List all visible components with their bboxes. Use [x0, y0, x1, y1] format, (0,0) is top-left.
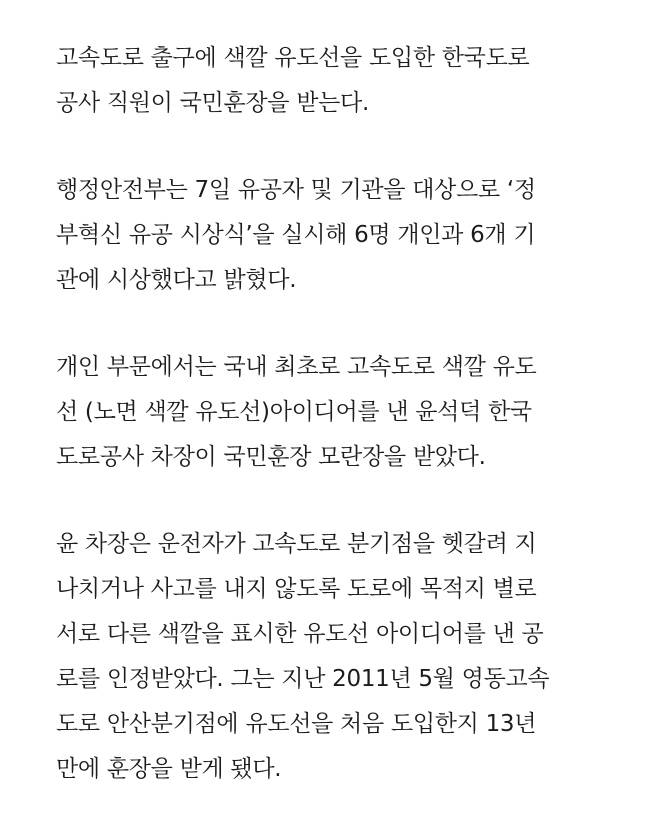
paragraph-line: 도로공사 차장이 국민훈장 모란장을 받았다. — [56, 444, 486, 470]
paragraph-4 — [56, 522, 604, 792]
paragraph-line: 행정안전부는 7일 유공자 및 기관을 대상으로 ‘정 — [56, 177, 536, 203]
paragraph-line: 나치거나 사고를 내지 않도록 도로에 목적지 별로 — [56, 576, 537, 602]
paragraph-line: 개인 부문에서는 국내 최초로 고속도로 색깔 유도 — [56, 354, 537, 380]
paragraph-3 — [56, 345, 604, 480]
paragraph-line: 관에 시상했다고 밝혔다. — [56, 267, 297, 293]
paragraph-line: 도로 안산분기점에 유도선을 처음 도입한지 13년 — [56, 711, 537, 737]
paragraph-line: 만에 훈장을 받게 됐다. — [56, 756, 282, 782]
paragraph-line: 고속도로 출구에 색깔 유도선을 도입한 한국도로 — [56, 45, 530, 71]
paragraph-line: 서로 다른 색깔을 표시한 유도선 아이디어를 낸 공 — [56, 621, 544, 647]
paragraph-line: 부혁신 유공 시상식’을 실시해 6명 개인과 6개 기 — [56, 222, 536, 248]
paragraph-line: 로를 인정받았다. 그는 지난 2011년 5월 영동고속 — [56, 666, 550, 692]
paragraph-line: 선 (노면 색깔 유도선)아이디어를 낸 윤석덕 한국 — [56, 399, 532, 425]
paragraph-line: 윤 차장은 운전자가 고속도로 분기점을 헷갈려 지 — [56, 531, 537, 557]
paragraph-line: 공사 직원이 국민훈장을 받는다. — [56, 90, 369, 116]
paragraph-2 — [56, 168, 604, 303]
paragraph-1 — [56, 36, 604, 126]
